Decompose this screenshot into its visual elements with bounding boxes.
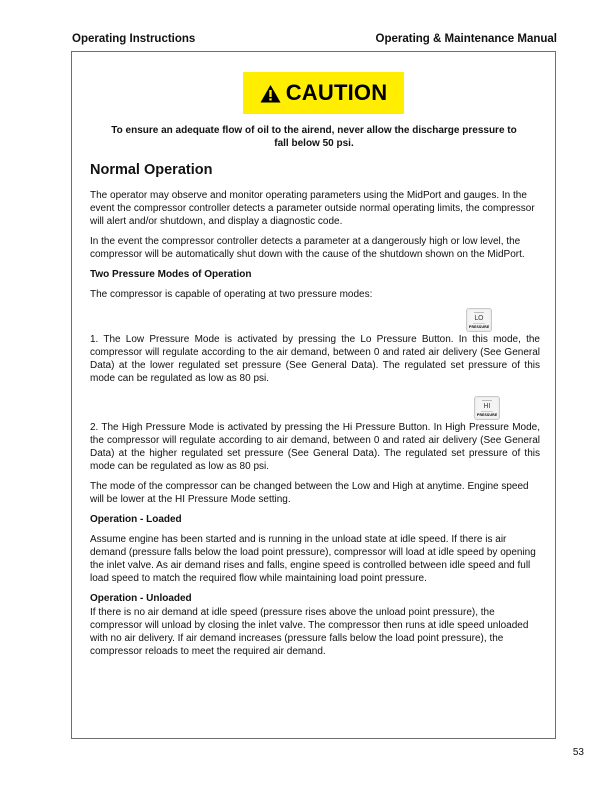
loaded-paragraph: Assume engine has been started and is running in the unload state at idle speed. If there is air demand (pressure falls below the load point pressure), compressor will load at idle speed by opening the inlet valve. As air demand rises and falls, engine speed is controlled between idle speed and full load speed to match the required flow while maintaining load point pressure. bbox=[90, 534, 536, 584]
mode-change-paragraph: The mode of the compressor can be changed between the Low and High at anytime. Engine speed will be lower at the HI Pressure Mode setting. bbox=[90, 481, 529, 505]
lo-button-label: LO bbox=[474, 314, 484, 322]
hi-mode-paragraph: 2. The High Pressure Mode is activated by pressing the Hi Pressure Button. In High Pressure Mode, the compressor will regulate according to air demand, between 0 and rated air delivery (See General Data) at the higher regulated set pressure (See General Data). The regulated set pressure of this mode can be regulated as low as 80 psi. bbox=[90, 422, 540, 472]
modes-heading: Two Pressure Modes of Operation bbox=[90, 269, 252, 280]
loaded-heading: Operation - Loaded bbox=[90, 514, 182, 525]
page-number: 53 bbox=[572, 747, 584, 758]
hi-button-label: HI bbox=[483, 402, 491, 410]
intro-paragraph: In the event the compressor controller detects a parameter at a dangerously high or low level, the compressor will be automatically shut down with the cause of the shutdown shown on the MidPort. bbox=[90, 236, 525, 260]
caution-label: CAUTION bbox=[285, 80, 388, 105]
lo-mode-paragraph: 1. The Low Pressure Mode is activated by pressing the Lo Pressure Button. In this mode, the compressor will regulate according to the air demand, between 0 and rated air delivery (See General Data) at the lower regulated set pressure (See General Data). The regulated set pressure of this mode can be regulated as low as 80 psi. bbox=[90, 334, 540, 384]
section-title: Normal Operation bbox=[90, 162, 213, 178]
header-left-title: Operating Instructions bbox=[72, 33, 196, 45]
lo-button-caption: PRESSURE bbox=[468, 325, 490, 329]
lo-button-row bbox=[90, 308, 540, 332]
hi-button-caption: PRESSURE bbox=[476, 413, 498, 417]
unloaded-paragraph: If there is no air demand at idle speed (pressure rises above the unload point pressure), the compressor will unload by closing the inlet valve. The compressor then runs at idle speed unloaded with no air delivery. If air demand increases (pressure falls below the load point pressure), the compressor reloads to meet the required air demand. bbox=[90, 607, 529, 657]
main-content bbox=[90, 162, 540, 665]
hi-button-row bbox=[90, 396, 540, 420]
unloaded-heading: Operation - Unloaded bbox=[90, 593, 192, 604]
lo-pressure-button-icon bbox=[466, 308, 492, 332]
modes-intro: The compressor is capable of operating at two pressure modes: bbox=[90, 289, 373, 300]
intro-paragraph: The operator may observe and monitor operating parameters using the MidPort and gauges. In the event the compressor controller detects a parameter outside normal operating limits, the compressor will alert and/or shutdown, and display a diagnostic code. bbox=[90, 190, 535, 227]
caution-message: To ensure an adequate flow of oil to the airend, never allow the discharge pressure to fall below 50 psi. bbox=[111, 125, 517, 149]
caution-banner bbox=[243, 72, 404, 114]
header-right-title: Operating & Maintenance Manual bbox=[375, 33, 557, 45]
hi-pressure-button-icon bbox=[474, 396, 500, 420]
warning-triangle-icon bbox=[260, 84, 281, 103]
